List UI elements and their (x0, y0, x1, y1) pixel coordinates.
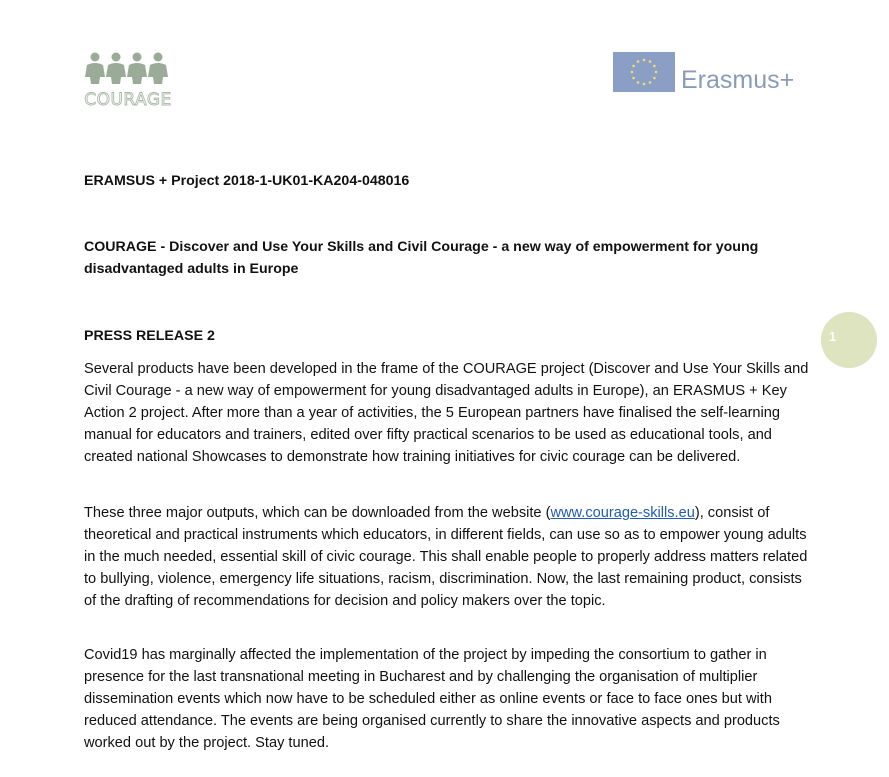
press-release-heading: PRESS RELEASE 2 (84, 328, 215, 344)
eu-star-icon (643, 59, 646, 62)
eu-star-icon (655, 71, 658, 74)
eu-star-icon (643, 83, 646, 86)
eu-star-icon (637, 81, 640, 84)
project-title-line-1: COURAGE - Discover and Use Your Skills and Civil Courage - a new way of empowerment for young (84, 239, 759, 255)
courage-logo-text: COURAGE (84, 90, 172, 110)
project-title-line-2: disadvantaged adults in Europe (84, 261, 299, 277)
eu-star-icon (632, 77, 635, 80)
project-title (84, 236, 784, 280)
people-figures-icon (85, 52, 169, 84)
eu-star-icon (637, 60, 640, 63)
eu-star-icon (653, 77, 656, 80)
paragraph-2 (84, 502, 812, 612)
erasmus-logo-text: Erasmus+ (681, 66, 795, 94)
paragraph-2-start: These three major outputs, which can be downloaded from the website ( (84, 505, 551, 521)
eu-star-icon (649, 60, 652, 63)
paragraph-3: Covid19 has marginally affected the implementation of the project by impeding the consortium to gather in presence for the last transnational meeting in Bucharest and by challenging the organisation of multiplier dissemination events which now have to be scheduled either as online events or face to face ones but with reduced attendance. The events are being organised currently to share the innovative aspects and products worked out by the project. Stay tuned. (84, 647, 780, 751)
comment-marker[interactable]: 1 (821, 312, 877, 368)
eu-star-icon (649, 81, 652, 84)
eu-star-icon (631, 71, 634, 74)
website-link[interactable]: www.courage-skills.eu (550, 505, 695, 521)
eu-star-icon (653, 65, 656, 68)
eu-star-icon (632, 65, 635, 68)
courage-logo (58, 52, 198, 114)
erasmus-logo (613, 52, 823, 96)
eu-flag-icon (613, 52, 675, 92)
paragraph-1: Several products have been developed in the frame of the COURAGE project (Discover and Use Your Skills and Civil Courage - a new way of empowerment for young disadvantaged adults in Europe), an ERASMUS + Key Action 2 project. After more than a year of activities, the 5 European partners have finalised the self-learning manual for educators and trainers, edited over fifty practical scenarios to be used as educational tools, and created national Showcases to demonstrate how training initiatives for civic courage can be delivered. (84, 361, 809, 465)
paragraph-2-end: ), consist of theoretical and practical instruments which educators, in different fields, can use so as to empower young adults in the much needed, essential skill of civic courage. This shall enable people to properly address matters related to bullying, violence, emergency life situations, racism, discrimination. Now, the last remaining product, consists of the drafting of recommendations for decision and policy makers over the topic. (84, 505, 808, 609)
project-heading: ERAMSUS + Project 2018-1-UK01-KA204-048016 (84, 173, 410, 189)
